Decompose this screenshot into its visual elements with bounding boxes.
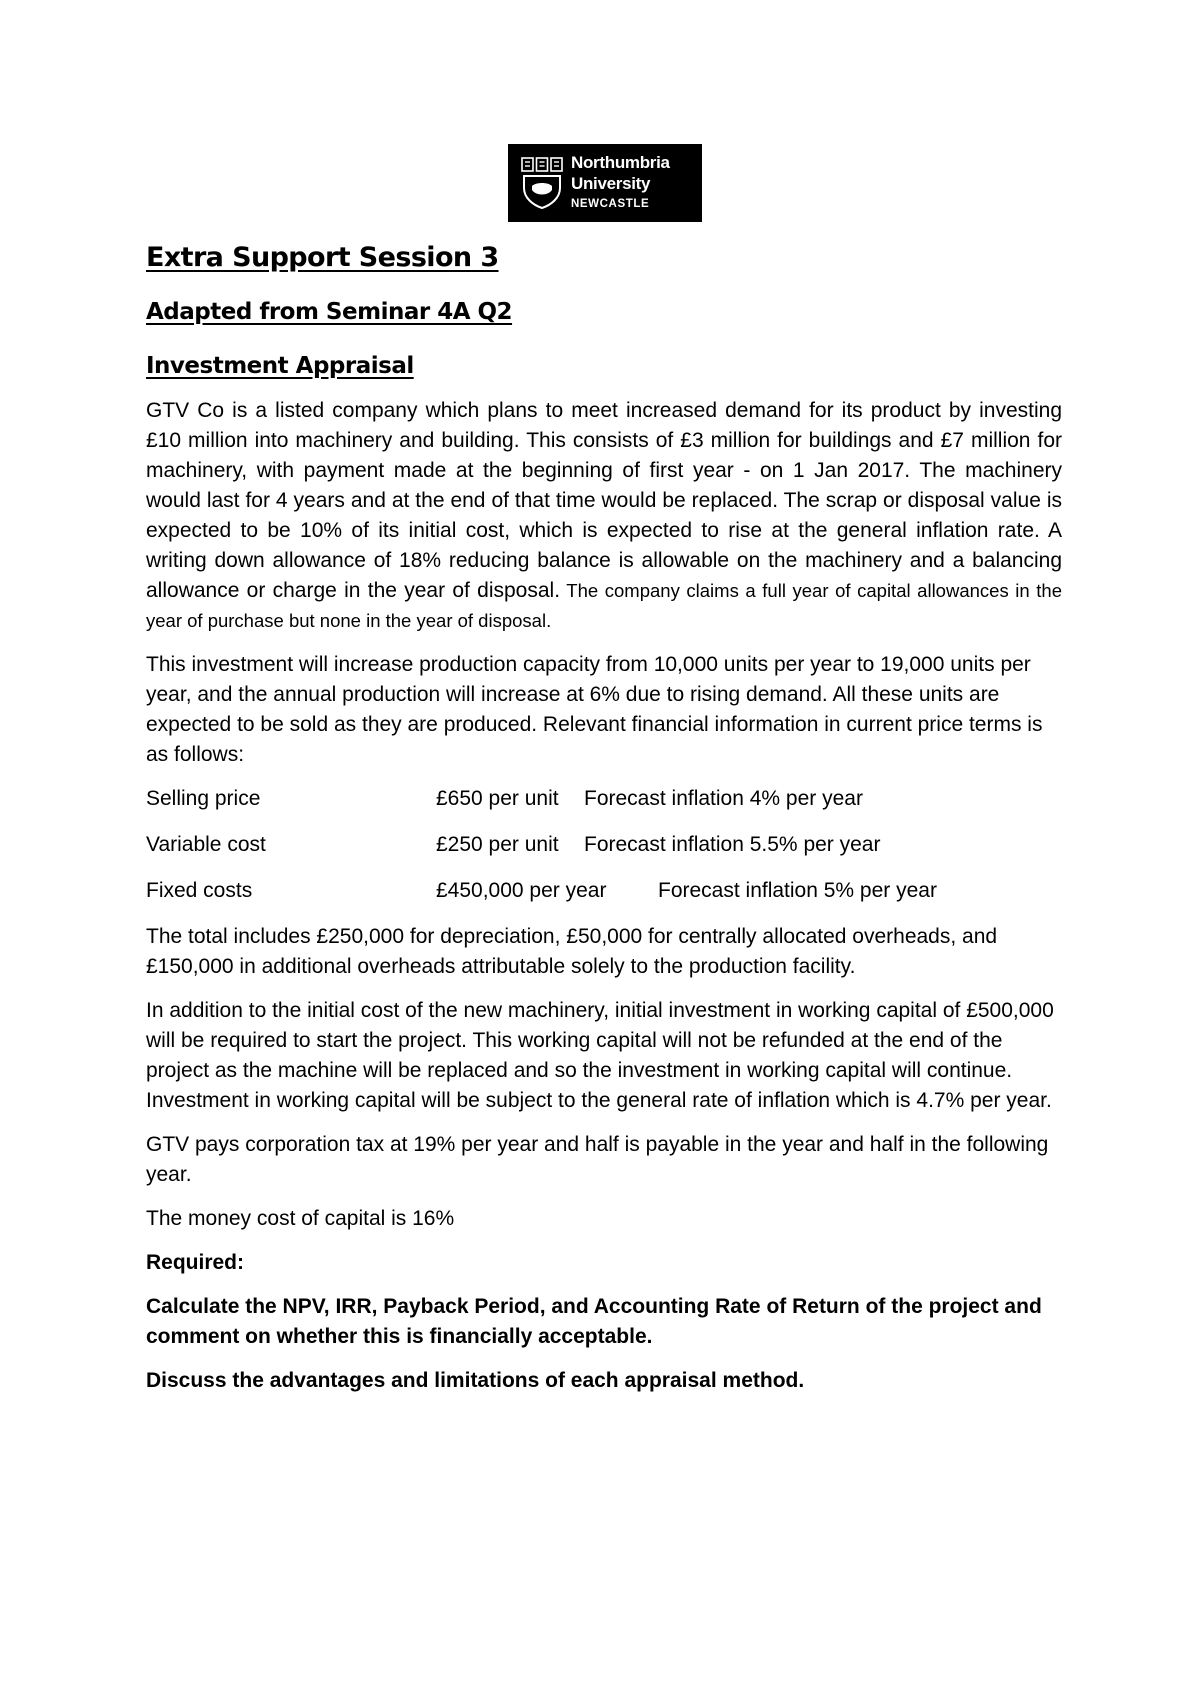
university-logo — [508, 144, 702, 222]
required-label: Required: — [146, 1251, 245, 1274]
financial-row-variable-cost — [146, 830, 1062, 860]
row-inflation: Forecast inflation 4% per year — [584, 787, 863, 810]
logo-line-1: Northumbria — [571, 153, 670, 172]
document-body — [146, 240, 1062, 1410]
paragraph-overheads: The total includes £250,000 for depreciation, £50,000 for centrally allocated overheads, and £150,000 in additional overheads attributable solely to the production facility. — [146, 925, 998, 978]
page-title: Extra Support Session 3 — [146, 242, 499, 273]
paragraph-working-capital: In addition to the initial cost of the new machinery, initial investment in working capital of £500,000 will be required to start the project. This working capital will not be refunded at the end of the project as the machine will be replaced and so the investment in working capital will continue. Investment in working capital will be subject to the general rate of inflation which is 4.7% per year. — [146, 999, 1054, 1112]
required-task-calculate: Calculate the NPV, IRR, Payback Period, and Accounting Rate of Return of the project and comment on whether this is financially acceptable. — [146, 1295, 1042, 1348]
paragraph-cost-of-capital: The money cost of capital is 16% — [146, 1207, 455, 1230]
page-subtitle: Adapted from Seminar 4A Q2 — [146, 299, 513, 325]
required-task-discuss: Discuss the advantages and limitations of each appraisal method. — [146, 1369, 805, 1392]
crest-icon — [520, 156, 564, 210]
financial-row-fixed-costs — [146, 876, 1062, 906]
row-item: Variable cost — [146, 833, 266, 856]
row-item: Fixed costs — [146, 879, 253, 902]
row-inflation: Forecast inflation 5% per year — [658, 879, 937, 902]
row-amount: £450,000 per year — [436, 879, 607, 902]
paragraph-investment — [146, 396, 1062, 636]
row-inflation: Forecast inflation 5.5% per year — [584, 833, 881, 856]
paragraph-capacity: This investment will increase production capacity from 10,000 units per year to 19,000 units per year, and the annual production will increase at 6% due to rising demand. All these units are expected to be sold as they are produced. Relevant financial information in current price terms is as follows: — [146, 653, 1043, 766]
paragraph-investment-allowances: The company claims a full year of capital allowances in the year of purchase but none in the year of disposal. — [146, 580, 1062, 631]
paragraph-investment-main: GTV Co is a listed company which plans to meet increased demand for its product by investing £10 million into machinery and building. This consists of £3 million for buildings and £7 million for machinery, with payment made at the beginning of first year - on 1 Jan 2017. The machinery would last for 4 years and at the end of that time would be replaced. The scrap or disposal value is expected to be 10% of its initial cost, which is expected to rise at the general inflation rate. A writing down allowance of 18% reducing balance is allowable on the machinery and a balancing allowance or charge in the year of disposal. — [146, 399, 1062, 602]
logo-line-2: University — [571, 174, 651, 193]
row-amount: £250 per unit — [436, 833, 559, 856]
logo-line-3: NEWCASTLE — [571, 198, 650, 210]
section-heading: Investment Appraisal — [146, 353, 414, 379]
financial-row-selling-price — [146, 784, 1062, 814]
row-amount: £650 per unit — [436, 787, 559, 810]
row-item: Selling price — [146, 787, 261, 810]
paragraph-tax: GTV pays corporation tax at 19% per year and half is payable in the year and half in the following year. — [146, 1133, 1049, 1186]
